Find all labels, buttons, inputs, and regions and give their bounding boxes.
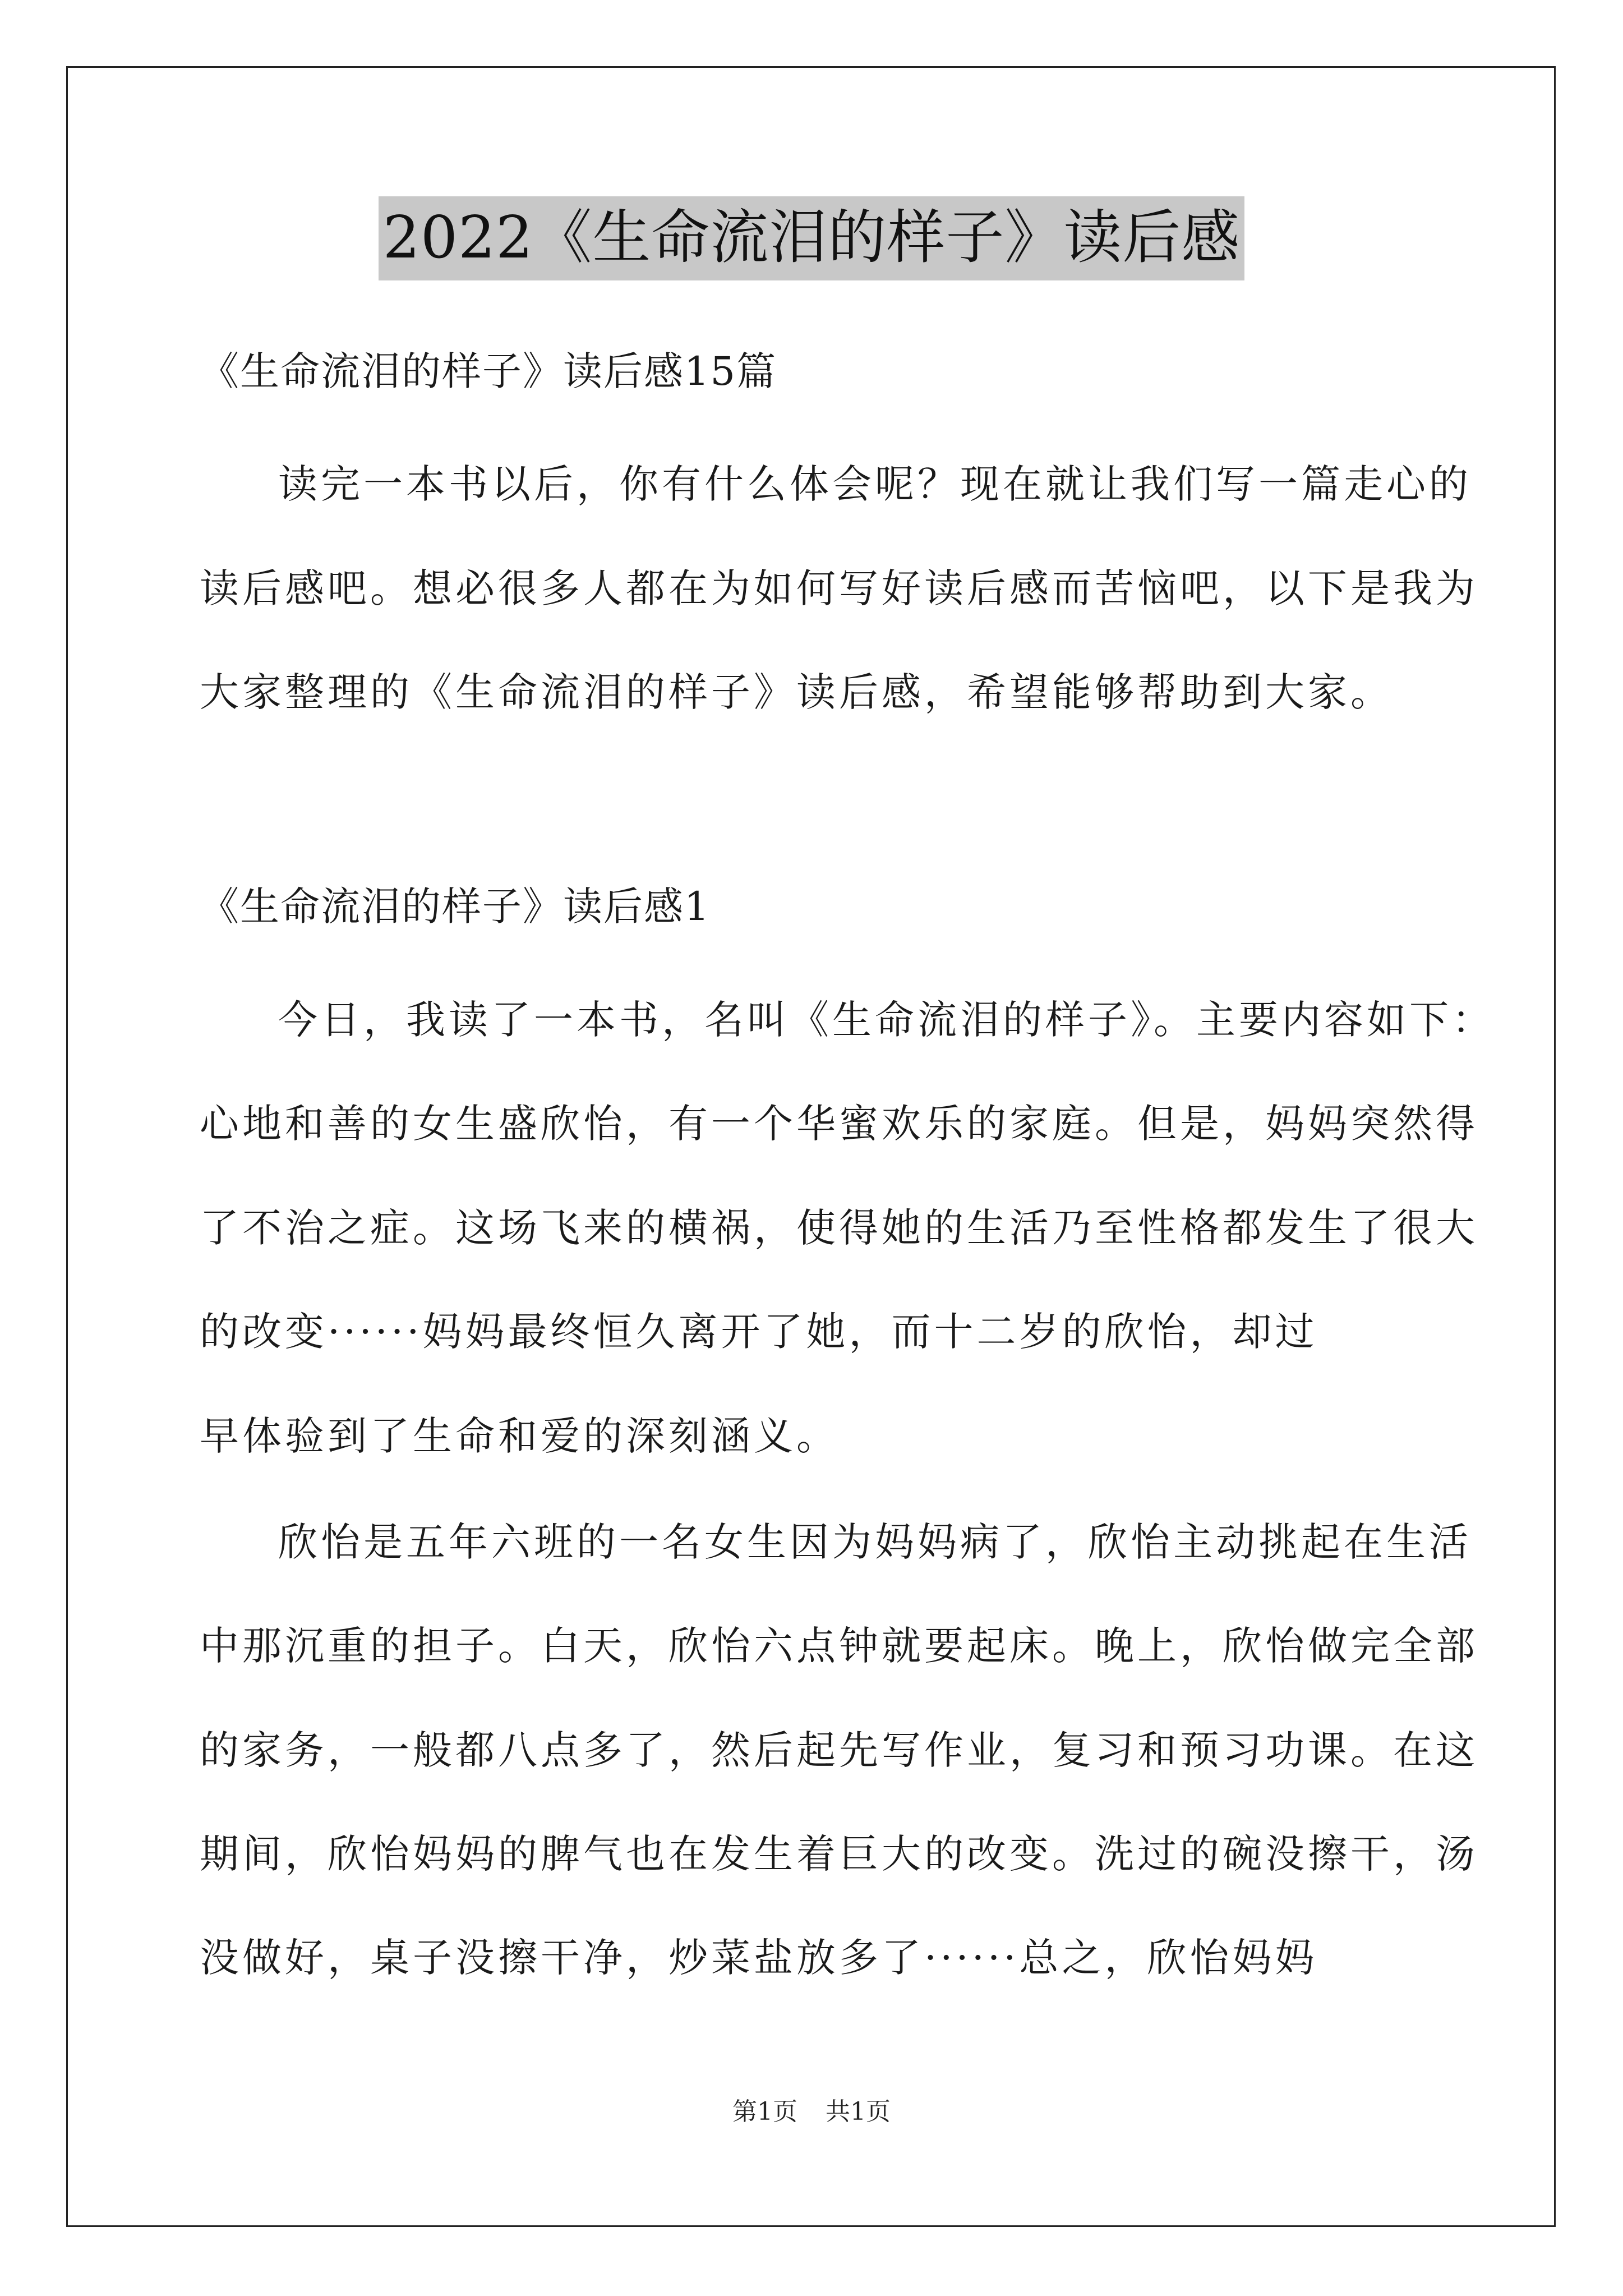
paragraph-line: 期间，欣怡妈妈的脾气也在发生着巨大的改变。洗过的碗没擦干，汤: [200, 1831, 1478, 1877]
paragraph-line: 的改变······妈妈最终恒久离开了她，而十二岁的欣怡，却过: [200, 1309, 1318, 1355]
paragraph-line: 没做好，桌子没擦干净，炒菜盐放多了······总之，欣怡妈妈: [200, 1935, 1318, 1981]
paragraph-line: 心地和善的女生盛欣怡，有一个华蜜欢乐的家庭。但是，妈妈突然得: [200, 1101, 1478, 1147]
paragraph-line: 今日，我读了一本书，名叫《生命流泪的样子》。主要内容如下：: [278, 997, 1495, 1043]
page-total: 共1页: [826, 2097, 891, 2126]
intro-line: 读完一本书以后，你有什么体会呢？现在就让我们写一篇走心的: [278, 461, 1472, 507]
page-title: 2022《生命流泪的样子》读后感: [379, 196, 1245, 280]
page-number: 第1页: [732, 2097, 797, 2126]
page-footer: [0, 2095, 1623, 2129]
paragraph-line: 早体验到了生命和爱的深刻涵义。: [200, 1413, 839, 1459]
intro-line: 大家整理的《生命流泪的样子》读后感，希望能够帮助到大家。: [200, 669, 1393, 715]
paragraph-line: 中那沉重的担子。白天，欣怡六点钟就要起床。晚上，欣怡做完全部: [200, 1623, 1478, 1669]
subtitle: 《生命流泪的样子》读后感15篇: [200, 348, 777, 394]
paragraph-line: 了不治之症。这场飞来的横祸，使得她的生活乃至性格都发生了很大: [200, 1205, 1478, 1251]
intro-line: 读后感吧。想必很多人都在为如何写好读后感而苦恼吧，以下是我为: [200, 565, 1478, 611]
paragraph-line: 欣怡是五年六班的一名女生因为妈妈病了，欣怡主动挑起在生活: [278, 1519, 1472, 1565]
title-container: [0, 196, 1623, 280]
section-heading: 《生命流泪的样子》读后感1: [200, 884, 711, 930]
paragraph-line: 的家务，一般都八点多了，然后起先写作业，复习和预习功课。在这: [200, 1727, 1478, 1773]
